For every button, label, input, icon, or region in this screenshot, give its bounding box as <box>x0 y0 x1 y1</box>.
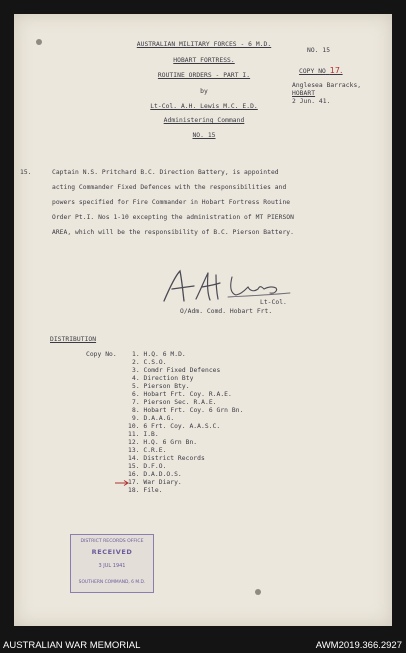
stamp-received: RECEIVED <box>91 548 133 556</box>
copy-label: Copy No. <box>86 351 117 358</box>
distribution-item: 7. Pierson Sec. R.A.E. <box>132 399 217 406</box>
top-right-number: NO. 15 <box>307 47 331 54</box>
red-pointer-arrow-icon <box>114 479 130 487</box>
distribution-item: 6. Hobart Frt. Coy. R.A.E. <box>132 391 232 398</box>
received-stamp <box>70 534 154 593</box>
distribution-item: 5. Pierson Bty. <box>132 383 190 390</box>
distribution-item: 11. I.B. <box>128 431 159 438</box>
stamp-office: DISTRICT RECORDS OFFICE <box>80 539 144 544</box>
order-number-heading: NO. 15 <box>192 132 216 139</box>
punch-hole <box>255 589 261 595</box>
order-line: acting Commander Fixed Defences with the responsibilities and <box>52 184 287 191</box>
stamp-date: 3 JUL 1941 <box>98 563 126 569</box>
distribution-item: 3. Comdr Fixed Defences <box>132 367 221 374</box>
header-by: by <box>200 88 208 95</box>
distribution-item: 9. D.A.A.G. <box>132 415 175 422</box>
order-item-number: 15. <box>20 169 32 176</box>
header-commander: Lt-Col. A.H. Lewis M.C. E.D. <box>150 103 258 110</box>
footer-bar <box>0 636 406 653</box>
distribution-item: 16. D.A.D.O.S. <box>128 471 182 478</box>
document-page <box>14 14 392 626</box>
distribution-item: 12. H.Q. 6 Grn Bn. <box>128 439 198 446</box>
punch-hole <box>36 39 42 45</box>
distribution-item: 13. C.R.E. <box>128 447 167 454</box>
header-line-3: ROUTINE ORDERS - PART I. <box>157 72 251 79</box>
copy-number-line <box>299 67 343 76</box>
distribution-item: 8. Hobart Frt. Coy. 6 Grn Bn. <box>132 407 244 414</box>
distribution-item: 1. H.Q. 6 M.D. <box>132 351 186 358</box>
distribution-item: 2. C.S.O. <box>132 359 167 366</box>
distribution-item: 15. D.F.O. <box>128 463 167 470</box>
date: 2 Jun. 41. <box>292 98 331 105</box>
signature-title: O/Adm. Comd. Hobart Frt. <box>180 308 273 315</box>
footer-institution: AUSTRALIAN WAR MEMORIAL <box>3 640 141 651</box>
signature-rank: Lt-Col. <box>260 299 287 306</box>
distribution-item: 4. Direction Bty <box>132 375 194 382</box>
header-line-2: HOBART FORTRESS. <box>173 57 235 64</box>
order-line: Captain N.S. Pritchard B.C. Direction Battery, is appointed <box>52 169 279 176</box>
distribution-item: 10. 6 Frt. Coy. A.A.S.C. <box>128 423 221 430</box>
stamp-command: SOUTHERN COMMAND, 6 M.D. <box>78 580 146 585</box>
distribution-item-war-diary: 17. War Diary. <box>128 479 182 486</box>
order-line: Order Pt.I. Nos 1-10 excepting the administration of MT PIERSON <box>52 214 294 221</box>
location: Anglesea Barracks, <box>292 82 362 89</box>
header-role: Administering Command <box>163 117 245 124</box>
header-line-1: AUSTRALIAN MILITARY FORCES - 6 M.D. <box>136 41 272 48</box>
distribution-heading: DISTRIBUTION <box>50 336 97 343</box>
copy-prefix: COPY NO <box>299 68 326 75</box>
order-line: AREA, which will be the responsibility of B.C. Pierson Battery. <box>52 229 294 236</box>
order-line: powers specified for Fire Commander in Hobart Fortress Routine <box>52 199 291 206</box>
city: HOBART <box>292 90 316 97</box>
distribution-item: 18. File. <box>128 487 163 494</box>
footer-accession-number: AWM2019.366.2927 <box>315 640 402 651</box>
distribution-item: 14. District Records <box>128 455 205 462</box>
copy-number: 17. <box>329 66 343 75</box>
